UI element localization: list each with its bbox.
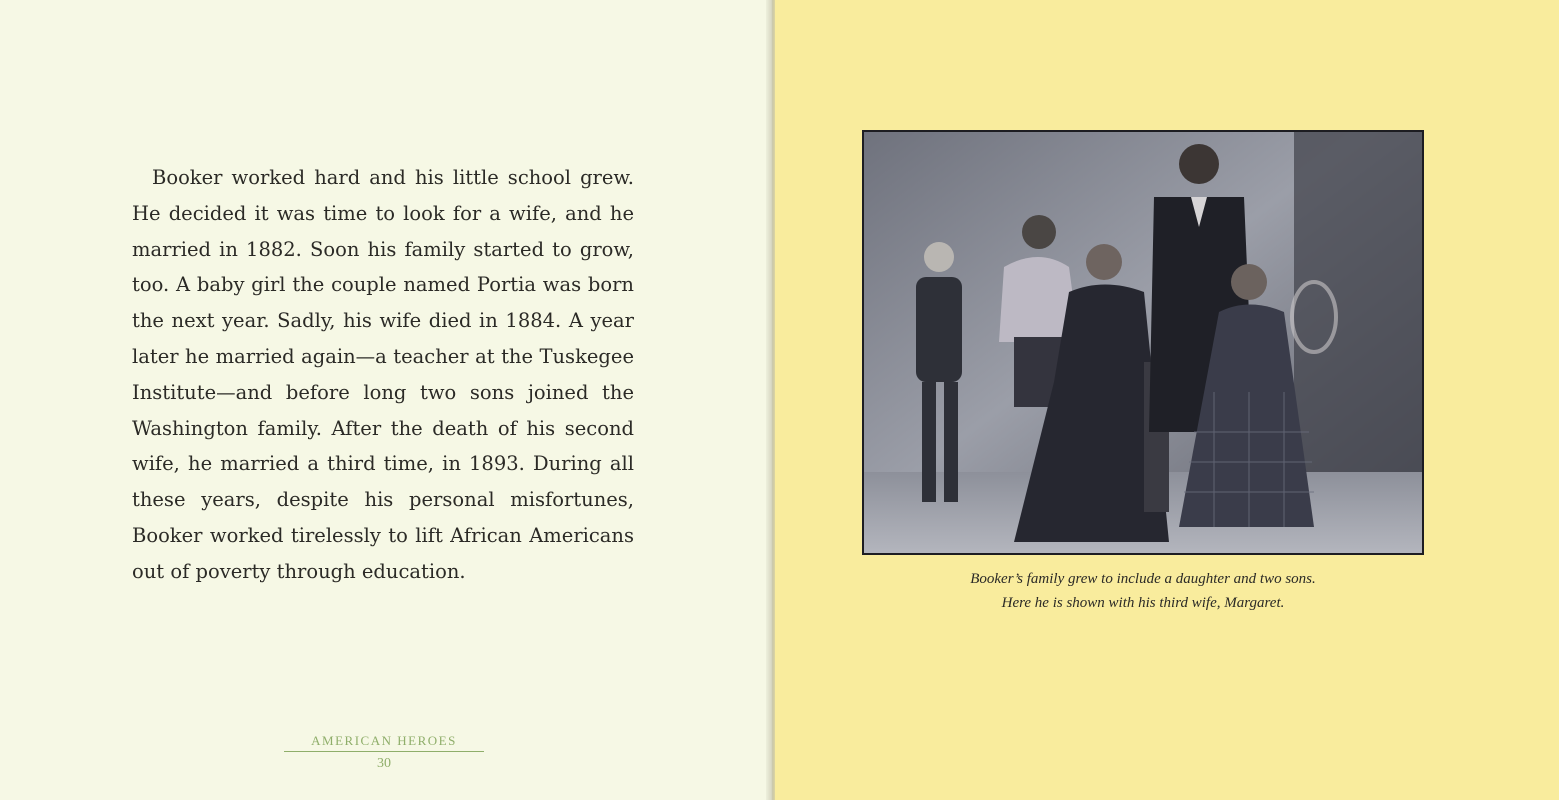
caption-line-1: Booker’s family grew to include a daughter and two sons. (970, 571, 1316, 587)
body-paragraph: Booker worked hard and his little school grew. He decided it was time to look for a wife, and he married in 1882. Soon his family started to grow, too. A baby girl the couple named Portia was born the next year. Sadly, his wife died in 1884. A year later he married again—a teacher at the Tuskegee Institute—and before long two sons joined the Washington family. After the death of his second wife, he married a third time, in 1893. During all these years, despite his personal misfortunes, Booker worked tirelessly to lift African Americans out of poverty through education. (132, 166, 634, 583)
caption-line-2: Here he is shown with his third wife, Margaret. (1001, 595, 1285, 611)
left-page (0, 0, 772, 800)
family-photograph (862, 130, 1424, 555)
photo-caption (880, 567, 1406, 615)
page-number: 30 (377, 756, 391, 771)
body-text (132, 160, 634, 590)
series-title: AMERICAN HEROES (284, 733, 484, 752)
page-footer (284, 733, 484, 772)
